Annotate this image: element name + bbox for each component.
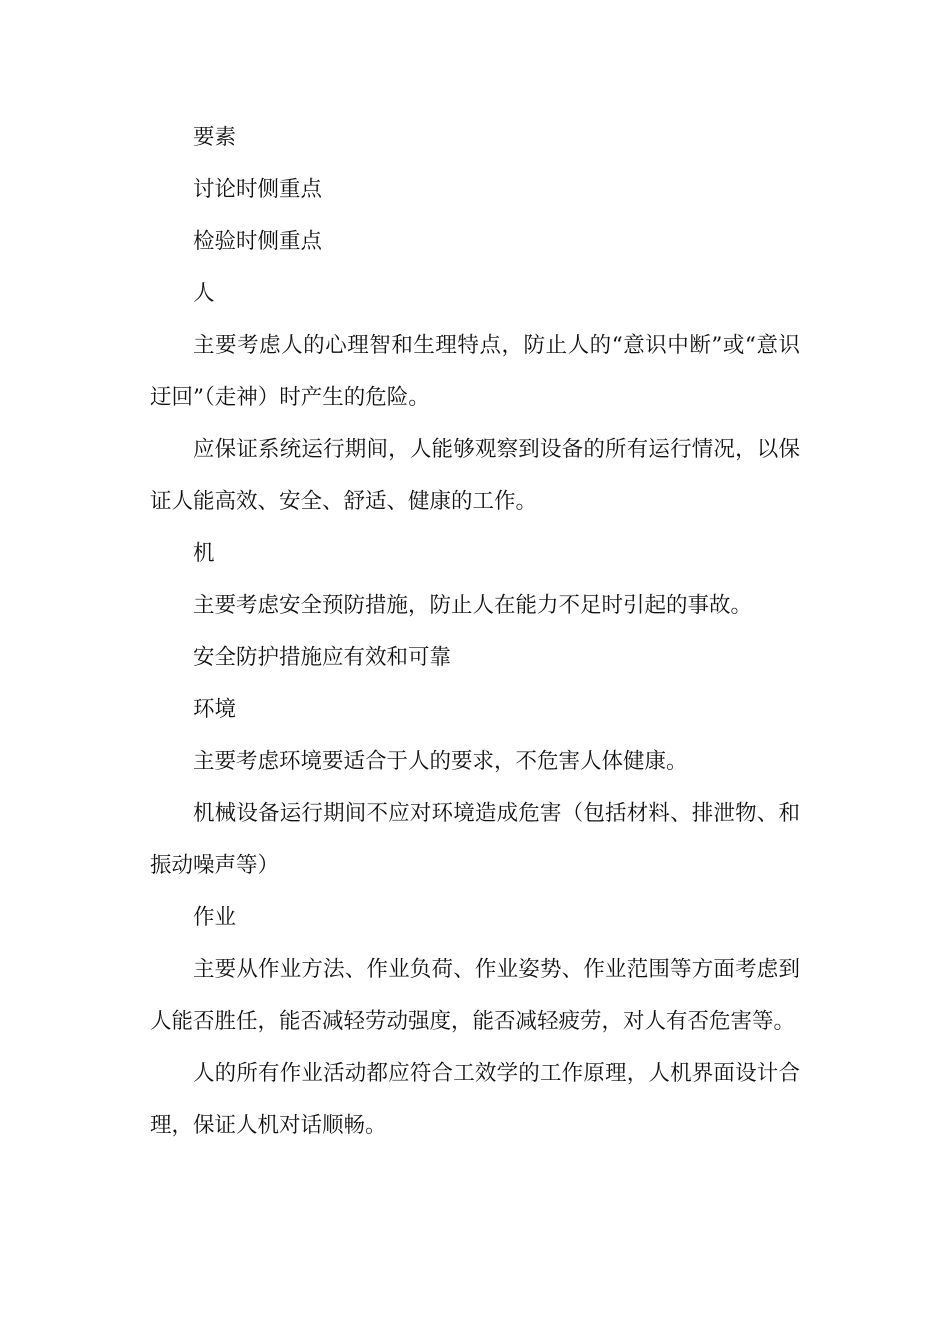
- paragraph: 应保证系统运行期间，人能够观察到设备的所有运行情况，以保证人能高效、安全、舒适、健康的工作。: [150, 437, 800, 514]
- paragraph: 讨论时侧重点: [193, 177, 323, 202]
- paragraph: 机: [193, 541, 215, 566]
- paragraph: 环境: [193, 697, 237, 722]
- paragraph: 安全防护措施应有效和可靠: [193, 645, 452, 670]
- paragraph: 主要考虑人的心理智和生理特点，防止人的“意识中断”或“意识迂回”（走神）时产生的危险。: [150, 333, 800, 410]
- paragraph: 主要考虑安全预防措施，防止人在能力不足时引起的事故。: [193, 593, 753, 618]
- paragraph: 主要从作业方法、作业负荷、作业姿势、作业范围等方面考虑到人能否胜任，能否减轻劳动强度，能否减轻疲劳，对人有否危害等。: [150, 957, 800, 1034]
- paragraph: 检验时侧重点: [193, 229, 323, 254]
- paragraph: 主要考虑环境要适合于人的要求，不危害人体健康。: [193, 749, 688, 774]
- paragraph: 要素: [193, 125, 237, 150]
- paragraph: 人: [193, 281, 215, 306]
- paragraph: 人的所有作业活动都应符合工效学的工作原理，人机界面设计合理，保证人机对话顺畅。: [150, 1061, 800, 1138]
- paragraph: 作业: [193, 905, 237, 930]
- document-page: [150, 112, 800, 1152]
- paragraph: 机械设备运行期间不应对环境造成危害（包括材料、排泄物、和振动噪声等）: [150, 801, 800, 878]
